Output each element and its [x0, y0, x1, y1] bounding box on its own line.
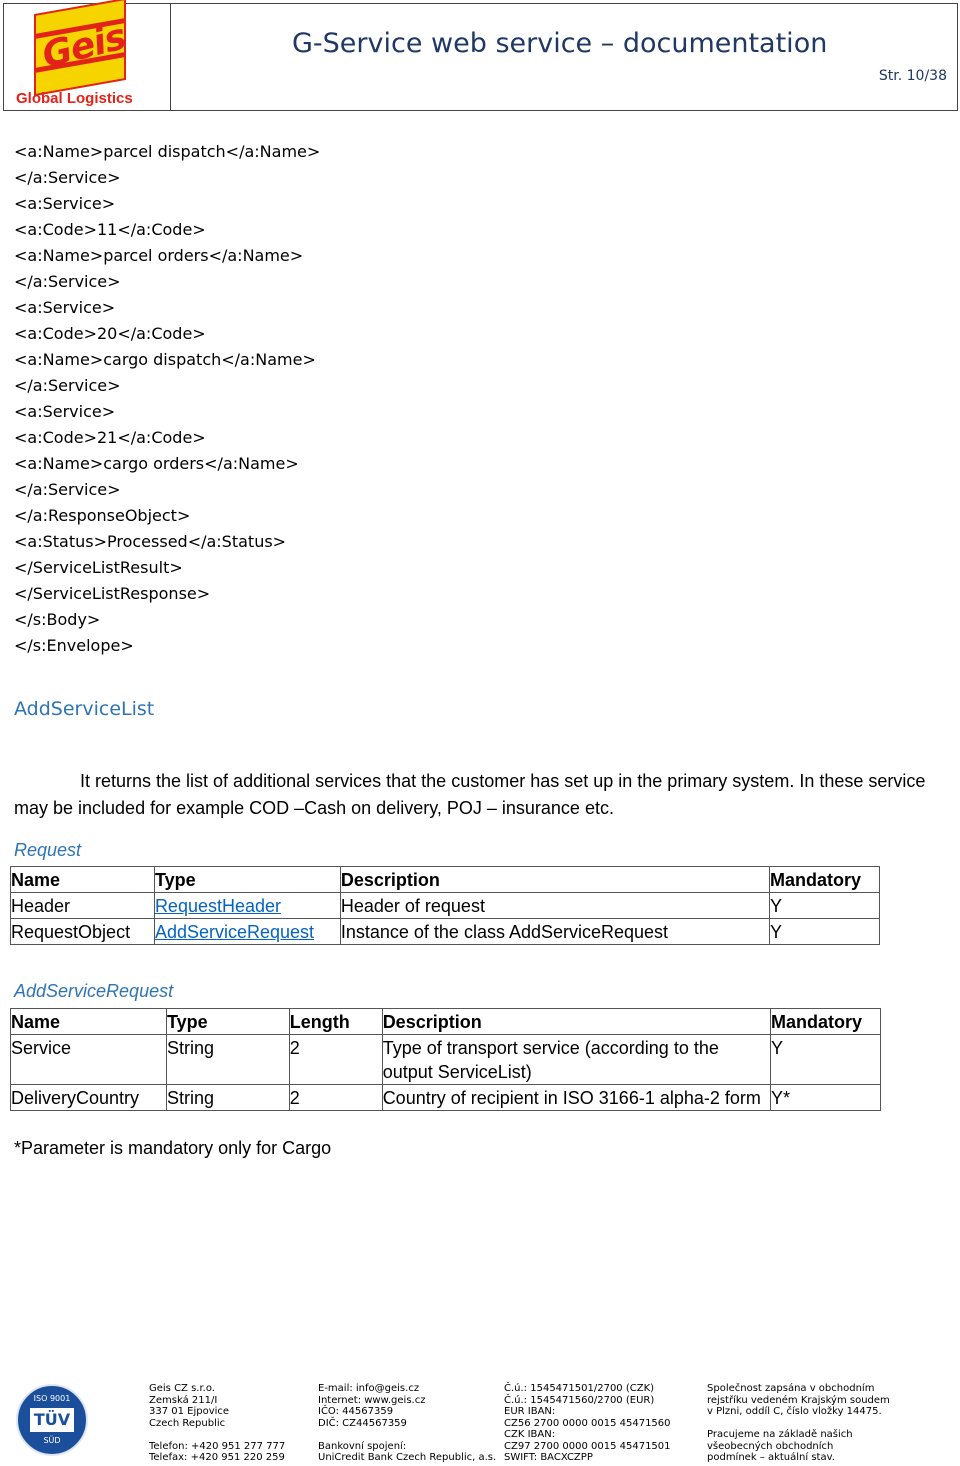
- footer-contacts: E-mail: info@geis.cz Internet: www.geis.cz IČO: 44567359 DIČ: CZ44567359 Bankovní spojení: UniCredit Bank Czech Republic, a.s.: [318, 1383, 497, 1463]
- table-row: [11, 1035, 881, 1085]
- footer-bank-accounts: Č.ú.: 1545471501/2700 (CZK) Č.ú.: 1545471560/2700 (EUR) EUR IBAN: CZ56 2700 0000 0015 45471560 CZK IBAN: CZ97 2700 0000 0015 45471501 SWIFT: BACXCZPP: [504, 1383, 671, 1463]
- column-header: Type: [154, 867, 340, 893]
- table-header-row: [11, 1009, 881, 1035]
- table-cell: DeliveryCountry: [11, 1085, 167, 1111]
- table-cell: RequestObject: [11, 919, 155, 945]
- add-service-request-link[interactable]: AddServiceRequest: [154, 922, 315, 942]
- code-line: <a:Name>parcel dispatch</a:Name>: [14, 142, 321, 161]
- tuv-iso-label: ISO 9001: [33, 1394, 71, 1403]
- code-line: </a:ResponseObject>: [14, 506, 191, 525]
- code-line: <a:Code>21</a:Code>: [14, 428, 206, 447]
- table-cell: [154, 919, 340, 945]
- table-cell: Service: [11, 1035, 167, 1085]
- code-line: </s:Body>: [14, 610, 101, 629]
- cargo-note: *Parameter is mandatory only for Cargo: [14, 1138, 332, 1158]
- code-line: <a:Code>11</a:Code>: [14, 220, 206, 239]
- table-cell: String: [166, 1035, 289, 1085]
- table-row: [11, 919, 880, 945]
- table-cell: Y: [770, 1035, 880, 1085]
- code-line: </a:Service>: [14, 168, 121, 187]
- code-line: </a:Service>: [14, 272, 121, 291]
- table-cell: Y: [770, 893, 880, 919]
- column-header: Name: [11, 1009, 167, 1035]
- table-cell: Header of request: [340, 893, 769, 919]
- code-line: <a:Code>20</a:Code>: [14, 324, 206, 343]
- code-line: </s:Envelope>: [14, 636, 134, 655]
- code-line: <a:Status>Processed</a:Status>: [14, 532, 287, 551]
- code-line: </ServiceListResult>: [14, 558, 183, 577]
- xml-code-block: [14, 139, 320, 659]
- code-line: <a:Name>cargo dispatch</a:Name>: [14, 350, 316, 369]
- code-line: </a:Service>: [14, 376, 121, 395]
- footer-company-address: Geis CZ s.r.o. Zemská 211/I 337 01 Ejpovice Czech Republic Telefon: +420 951 277 777 Telefax: +420 951 220 259: [149, 1383, 286, 1463]
- table-cell: 2: [289, 1035, 382, 1085]
- table-row: [11, 1085, 881, 1111]
- column-header: Mandatory: [770, 867, 880, 893]
- code-line: <a:Name>cargo orders</a:Name>: [14, 454, 299, 473]
- table-cell: [154, 893, 340, 919]
- page-header: [3, 3, 958, 111]
- table-cell: String: [166, 1085, 289, 1111]
- table-cell: Type of transport service (according to the output ServiceList): [382, 1035, 770, 1085]
- table-cell: Y*: [770, 1085, 880, 1111]
- description-text: It returns the list of additional services that the customer has set up in the primary system. In these service may be included for example COD –Cash on delivery, POJ – insurance etc.: [14, 771, 926, 818]
- request-title: Request: [14, 840, 82, 860]
- logo-word: Geis: [38, 16, 130, 77]
- add-service-request-table: [10, 1008, 881, 1111]
- page-number: Str. 10/38: [878, 68, 947, 84]
- table-cell: 2: [289, 1085, 382, 1111]
- section-title: AddServiceList: [14, 698, 155, 720]
- code-line: <a:Service>: [14, 298, 116, 317]
- section-description: [14, 768, 929, 822]
- table-cell: Instance of the class AddServiceRequest: [340, 919, 769, 945]
- logo-subtitle: Global Logistics: [16, 90, 133, 107]
- column-header: Length: [289, 1009, 382, 1035]
- table-cell: Country of recipient in ISO 3166-1 alpha-2 form: [382, 1085, 770, 1111]
- add-service-request-title: AddServiceRequest: [14, 981, 174, 1001]
- code-line: <a:Service>: [14, 402, 116, 421]
- column-header: Mandatory: [770, 1009, 880, 1035]
- request-table: [10, 866, 880, 945]
- footer-registration: Společnost zapsána v obchodním rejstříku vedeném Krajským soudem v Plzni, oddíl C, číslo vložky 14475. Pracujeme na základě našich všeobecných obchodních podmínek – aktuální stav.: [707, 1383, 890, 1463]
- document-title: G-Service web service – documentation: [292, 28, 828, 59]
- table-cell: Header: [11, 893, 155, 919]
- column-header: Description: [382, 1009, 770, 1035]
- logo: [4, 4, 171, 110]
- tuv-sud-label: SÜD: [43, 1436, 61, 1445]
- column-header: Name: [11, 867, 155, 893]
- tuv-certification-logo: [16, 1384, 88, 1456]
- table-row: [11, 893, 880, 919]
- code-line: <a:Service>: [14, 194, 116, 213]
- column-header: Type: [166, 1009, 289, 1035]
- code-line: <a:Name>parcel orders</a:Name>: [14, 246, 304, 265]
- code-line: </ServiceListResponse>: [14, 584, 211, 603]
- table-cell: Y: [770, 919, 880, 945]
- request-header-link[interactable]: RequestHeader: [154, 896, 282, 916]
- column-header: Description: [340, 867, 769, 893]
- tuv-label: TÜV: [30, 1408, 74, 1432]
- code-line: </a:Service>: [14, 480, 121, 499]
- table-header-row: [11, 867, 880, 893]
